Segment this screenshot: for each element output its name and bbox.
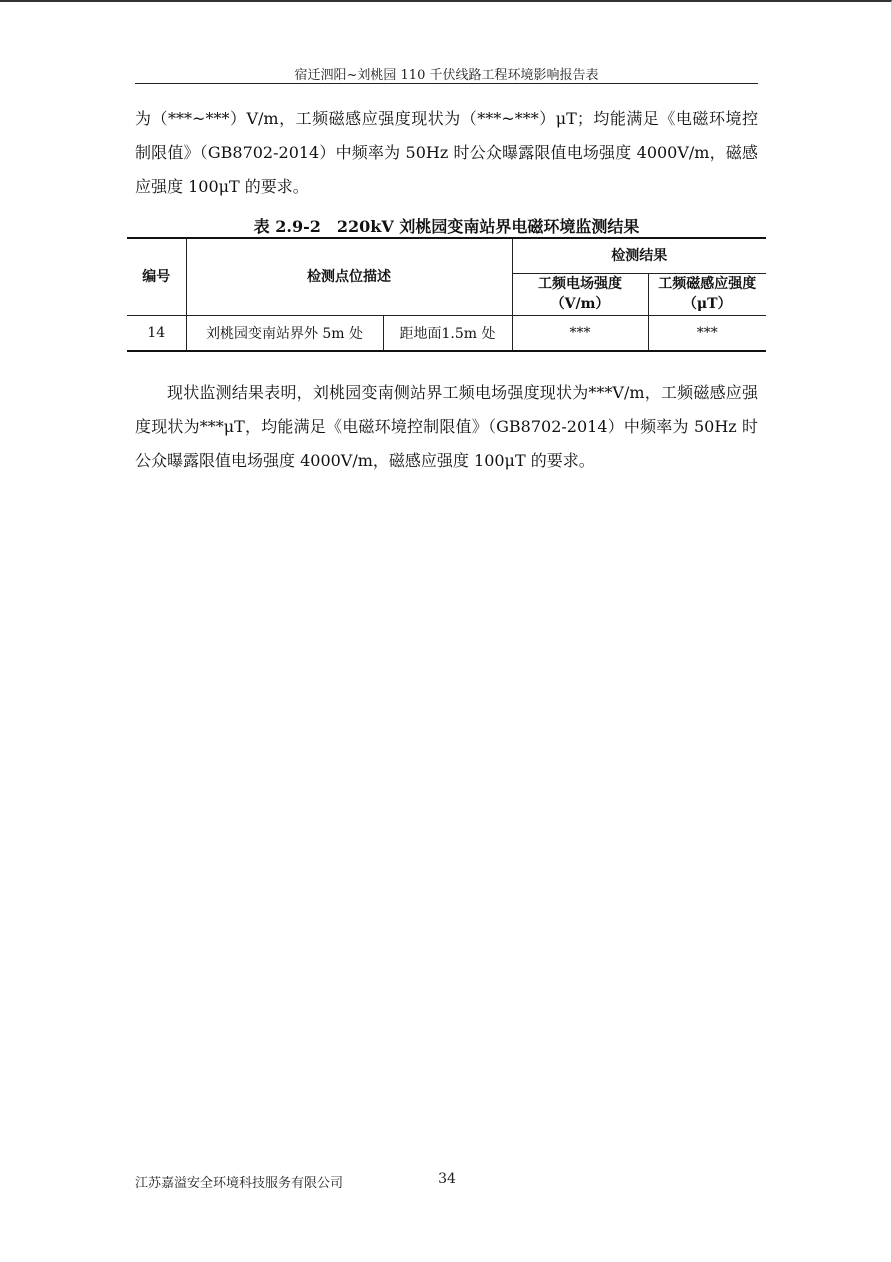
- cell-number: 14: [127, 315, 186, 351]
- header-number: 编号: [127, 238, 186, 315]
- conclusion-paragraph: 现状监测结果表明，刘桃园变南侧站界工频电场强度现状为***V/m，工频磁感应强度现状为***μT，均能满足《电磁环境控制限值》（GB8702-2014）中频率为 50Hz 时公众曝露限值电场强度 4000V/m，磁感应强度 100μT 的要求。: [135, 383, 758, 470]
- header-magnetic-induction: 工频磁感应强度（μT）: [648, 273, 766, 315]
- footer-company: 江苏嘉溢安全环境科技服务有限公司: [135, 1176, 344, 1191]
- page-number: 34: [438, 1171, 456, 1187]
- header-rule: [135, 83, 758, 84]
- intro-paragraph: 为（***~***）V/m，工频磁感应强度现状为（***~***）μT；均能满足《电磁环境控制限值》（GB8702-2014）中频率为 50Hz 时公众曝露限值电场强度 4000V/m，磁感应强度 100μT 的要求。: [135, 109, 758, 196]
- table-caption: 表 2.9-2 220kV 刘桃园变南站界电磁环境监测结果: [253, 217, 640, 236]
- cell-magnetic-induction: ***: [648, 315, 766, 351]
- header-results: 检测结果: [512, 238, 766, 273]
- cell-location: 刘桃园变南站界外 5m 处: [186, 315, 383, 351]
- cell-electric-field: ***: [512, 315, 648, 351]
- header-location: 检测点位描述: [186, 238, 512, 315]
- running-header-title: 宿迁泗阳~刘桃园 110 千伏线路工程环境影响报告表: [294, 68, 599, 83]
- table-row: [127, 315, 766, 351]
- header-electric-field: 工频电场强度（V/m）: [512, 273, 648, 315]
- cell-height: 距地面1.5m 处: [383, 315, 512, 351]
- monitoring-results-table: [127, 237, 766, 352]
- table-header-row: [127, 238, 766, 273]
